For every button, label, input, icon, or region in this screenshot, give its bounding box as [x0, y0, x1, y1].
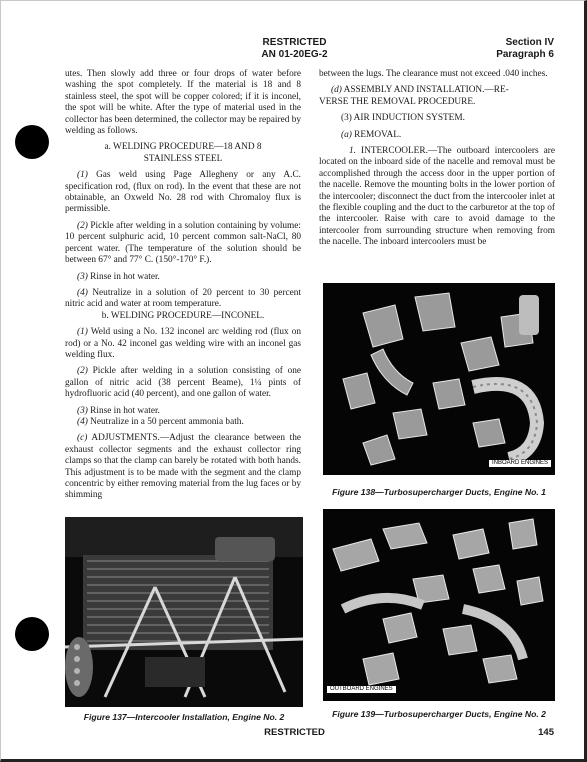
right-column: [319, 69, 555, 249]
step-number: (2): [77, 220, 88, 231]
step-number: (4): [77, 416, 88, 427]
adjustments-paragraph: [65, 433, 301, 501]
air-induction-heading: (3) AIR INDUCTION SYSTEM.: [341, 113, 465, 124]
figure-139-caption: Figure 139—Turbosupercharger Ducts, Engine No. 2: [332, 709, 546, 719]
outboard-ducts-image: [323, 509, 555, 701]
left-column: [65, 69, 301, 502]
step-number: (2): [77, 366, 88, 377]
step-number: (c): [77, 433, 88, 444]
step: [65, 170, 301, 216]
inboard-engines-label: INBOARD ENGINES: [489, 460, 551, 467]
heading-line: VERSE THE REMOVAL PROCEDURE.: [319, 96, 476, 107]
inboard-ducts-image: [323, 283, 555, 475]
step-text: Pickle after welding in a solution containing by volume: 10 percent sulphuric acid, 10 percent common salt-NaCl, 80 percent water. (The temperature of the solution should be between 67° and 77° C. (150°-170° F.).: [65, 220, 301, 266]
step-text: Weld using a No. 132 inconel arc welding rod (flux on rod) or a No. 42 inconel gas welding wire with an inconel gas welding flux.: [65, 327, 301, 360]
step: [65, 288, 301, 311]
assembly-heading: [319, 85, 555, 108]
figure-137-caption: Figure 137—Intercooler Installation, Engine No. 2: [83, 712, 285, 722]
figure-138-photo: [323, 283, 555, 475]
figure-137-photo: [65, 517, 303, 707]
outboard-engines-label: OUTBOARD ENGINES: [327, 686, 396, 693]
binder-hole: [15, 617, 49, 651]
step-text: Gas weld using Page Allegheny or any A.C. specification rod, (flux on rod). In the event that these are not obtainable, an Oxweld No. 28 rod with Chromaloy flux is permissible.: [65, 170, 301, 215]
header-section: Section IV: [505, 37, 554, 48]
step-text: REMOVAL.: [351, 129, 402, 140]
step: [65, 272, 301, 283]
figure-139-photo: [323, 509, 555, 701]
step: [65, 366, 301, 400]
heading-line: STAINLESS STEEL: [143, 153, 223, 164]
heading-line: ASSEMBLY AND INSTALLATION.—RE-: [341, 85, 509, 96]
step-number: 1.: [349, 146, 356, 157]
step-number: (1): [77, 170, 88, 181]
step-text: ADJUSTMENTS.—Adjust the clearance between the exhaust collector segments and the exhaust collector ring clamps so that the clamp can barely be rotated with both hands. This adjustment is to be made with the segment and the clamp concentric by either removing material from the lug faces or by shimming: [65, 433, 301, 501]
step-number: (4): [77, 287, 88, 298]
figure-138-caption: Figure 138—Turbosupercharger Ducts, Engine No. 1: [332, 487, 546, 497]
header-classification: RESTRICTED: [262, 37, 327, 48]
step-number: (a): [341, 129, 352, 140]
step-text: Pickle after welding in a solution consisting of one gallon of nitric acid (38 percent Beame), 1¼ pints of hydrofluoric acid (40 percent), and one gallon of water.: [65, 366, 301, 400]
step-text: Rinse in hot water.: [87, 271, 160, 282]
header-right: [496, 37, 554, 61]
heading-line: a. WELDING PROCEDURE—18 AND 8: [104, 142, 262, 153]
header-paragraph: Paragraph 6: [496, 49, 554, 60]
step: [65, 221, 301, 267]
removal-heading: [319, 130, 555, 141]
paragraph: between the lugs. The clearance must not exceed .040 inches.: [319, 69, 548, 79]
step-number: (3): [77, 405, 88, 416]
step-text: Neutralize in a solution of 20 percent to 30 percent nitric acid and water at room temperature.: [65, 287, 301, 310]
step: [65, 406, 301, 417]
step-number: (d): [331, 85, 342, 96]
footer-classification: RESTRICTED: [264, 727, 325, 738]
step: [65, 417, 301, 428]
intercooler-engine-image: [65, 517, 303, 707]
page-number: 145: [538, 727, 554, 738]
step-text: INTERCOOLER.—The outboard intercoolers are located on the inboard side of the nacelle and removal must be accomplished through the access door in the upper portion of the nacelle. Remove the mounting bolts in the lower portion of the intercooler; disconnect the duct from the intercooler inlet at the flexible coupling and the duct to the carburetor at the top of the intercooler. Raise with care to avoid damage to the intercooler from surrounding structure when removing from the nacelle. The inboard intercoolers must be: [319, 146, 555, 248]
intercooler-paragraph: [319, 146, 555, 249]
heading-welding-stainless: [65, 142, 301, 165]
heading-welding-inconel: b. WELDING PROCEDURE—INCONEL.: [101, 310, 265, 321]
step-number: (3): [77, 271, 88, 282]
step-text: Rinse in hot water.: [87, 405, 160, 416]
header-doc-number: AN 01-20EG-2: [261, 49, 328, 60]
step-number: (1): [77, 327, 88, 338]
step-text: Neutralize in a 50 percent ammonia bath.: [87, 416, 244, 427]
step: [65, 327, 301, 361]
paragraph: utes. Then slowly add three or four drops of water before washing the spot completely. If the material is 18 and 8 stainless steel, the spot will be copper colored; if it is inconel, the spot will be white. After the type of material used in the collector has been determined, the collector may be repaired by welding as follows.: [65, 69, 301, 137]
binder-hole: [15, 125, 49, 159]
